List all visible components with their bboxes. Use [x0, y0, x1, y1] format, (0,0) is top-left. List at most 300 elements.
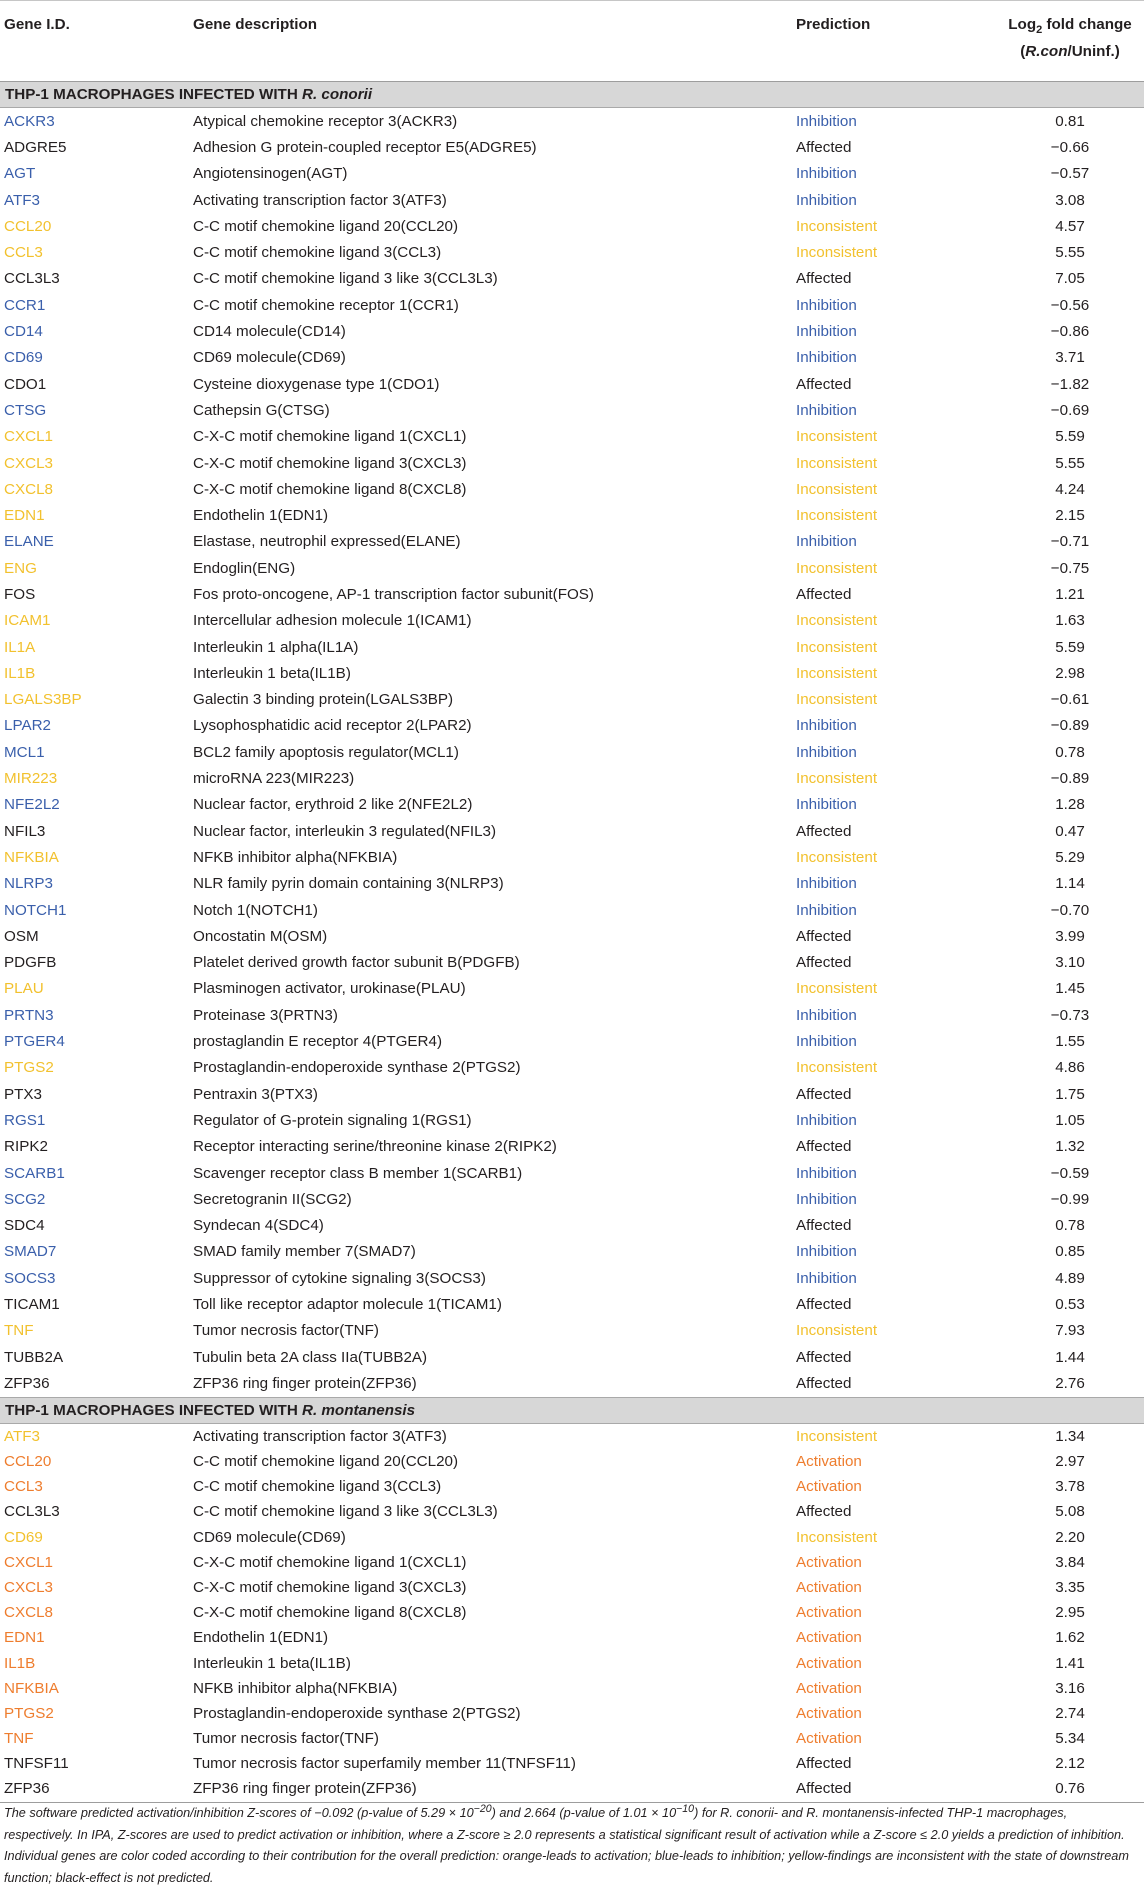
section-title-montanensis: THP-1 MACROPHAGES INFECTED WITH R. montanensis — [0, 1397, 1144, 1423]
fold-change-cell: 5.34 — [1055, 1730, 1085, 1748]
table-row — [0, 108, 1144, 135]
fold-change-cell: −0.61 — [1050, 691, 1090, 709]
table-row — [0, 1650, 1144, 1675]
header-log-subscript: 2 — [1036, 24, 1043, 37]
gene-id-cell: PTGS2 — [4, 1704, 54, 1722]
table-row — [0, 660, 1144, 686]
gene-description-cell: Interleukin 1 alpha(IL1A) — [193, 638, 359, 656]
fold-change-cell: 2.15 — [1055, 507, 1085, 525]
table-row — [0, 1423, 1144, 1449]
gene-description-cell: Tumor necrosis factor(TNF) — [193, 1322, 379, 1340]
gene-id-cell: SOCS3 — [4, 1269, 56, 1287]
fold-change-cell: −0.75 — [1050, 559, 1090, 577]
gene-description-cell: Galectin 3 binding protein(LGALS3BP) — [193, 691, 454, 709]
gene-description-cell: ZFP36 ring finger protein(ZFP36) — [188, 1776, 792, 1802]
table-row — [0, 581, 1144, 607]
gene-description-cell: Nuclear factor, erythroid 2 like 2(NFE2L2) — [193, 796, 473, 814]
gene-description-cell: C-X-C motif chemokine ligand 1(CXCL1) — [193, 1553, 467, 1571]
gene-id-cell: IL1B — [4, 1654, 36, 1672]
gene-id-cell: PDGFB — [4, 954, 57, 972]
fold-change-cell: 1.45 — [1055, 980, 1085, 998]
prediction-cell: Inconsistent — [796, 612, 878, 630]
fold-change-cell: −0.86 — [1050, 323, 1090, 341]
table-row — [0, 1625, 1144, 1650]
fold-change-cell: 5.59 — [1055, 428, 1085, 446]
gene-description-cell: C-X-C motif chemokine ligand 3(CXCL3) — [193, 454, 467, 472]
fold-change-cell: 7.05 — [1055, 270, 1085, 288]
gene-description-cell: Adhesion G protein-coupled receptor E5(ADGRE5) — [193, 138, 537, 156]
fold-change-cell: 2.76 — [1055, 1374, 1085, 1392]
gene-id-cell: CD69 — [4, 349, 43, 367]
gene-description-cell: Syndecan 4(SDC4) — [193, 1217, 324, 1235]
gene-id-cell: PTGS2 — [4, 1059, 54, 1077]
fold-change-cell: 3.84 — [1055, 1553, 1085, 1571]
gene-description-cell: C-C motif chemokine ligand 3(CCL3) — [193, 244, 442, 262]
gene-id-cell: EDN1 — [4, 1629, 45, 1647]
gene-description-cell: Suppressor of cytokine signaling 3(SOCS3) — [193, 1269, 486, 1287]
fold-change-cell: 5.55 — [1055, 244, 1085, 262]
prediction-cell: Inhibition — [796, 401, 857, 419]
gene-id-cell: LPAR2 — [4, 717, 51, 735]
fold-change-cell: 0.78 — [1055, 743, 1085, 761]
gene-id-cell: CXCL1 — [4, 428, 53, 446]
fold-change-cell: 1.62 — [1055, 1629, 1085, 1647]
fold-change-cell: −0.59 — [1050, 1164, 1090, 1182]
gene-description-cell: CD69 molecule(CD69) — [193, 1528, 346, 1546]
gene-description-cell: C-X-C motif chemokine ligand 1(CXCL1) — [193, 428, 467, 446]
gene-id-cell: CXCL3 — [4, 1578, 53, 1596]
fold-change-cell: 3.16 — [1055, 1679, 1085, 1697]
gene-description-cell: Toll like receptor adaptor molecule 1(TICAM1) — [193, 1296, 502, 1313]
table-row — [0, 844, 1144, 870]
gene-id-cell: AGT — [4, 165, 36, 183]
prediction-cell: Inhibition — [796, 796, 857, 814]
table-row — [0, 1600, 1144, 1625]
fold-change-cell: 2.74 — [1055, 1704, 1085, 1722]
gene-id-cell: CXCL8 — [4, 1604, 53, 1622]
gene-description-cell: microRNA 223(MIR223) — [193, 770, 355, 788]
prediction-cell: Inhibition — [796, 165, 857, 183]
fold-change-cell: 1.63 — [1055, 612, 1085, 630]
table-row — [0, 161, 1144, 187]
gene-description-cell: C-C motif chemokine ligand 3(CCL3) — [193, 1478, 442, 1496]
gene-id-cell: NFKBIA — [4, 848, 59, 866]
prediction-cell: Affected — [796, 270, 852, 288]
fold-change-cell: 4.24 — [1055, 480, 1085, 498]
prediction-cell: Inhibition — [796, 533, 857, 551]
fold-change-cell: −1.82 — [1050, 375, 1090, 393]
section-montanensis — [0, 1397, 1144, 1802]
gene-id-cell: NFIL3 — [4, 822, 46, 840]
prediction-cell: Inconsistent — [796, 507, 878, 525]
table-row — [0, 213, 1144, 239]
prediction-cell: Activation — [796, 1553, 862, 1571]
table-row — [0, 266, 1144, 292]
gene-id-cell: CD69 — [4, 1528, 43, 1546]
table-row — [0, 1751, 1144, 1776]
prediction-cell: Affected — [796, 1348, 852, 1366]
gene-description-cell: Tumor necrosis factor superfamily member 11(TNFSF11) — [193, 1755, 576, 1773]
gene-description-cell: Proteinase 3(PRTN3) — [193, 1006, 338, 1024]
gene-description-cell: Lysophosphatidic acid receptor 2(LPAR2) — [193, 717, 472, 735]
table-row — [0, 371, 1144, 397]
table-row — [0, 871, 1144, 897]
prediction-cell: Inhibition — [796, 901, 857, 919]
gene-description-cell: Platelet derived growth factor subunit B(PDGFB) — [193, 954, 520, 972]
table-row — [0, 1212, 1144, 1238]
fold-change-cell: 1.32 — [1055, 1138, 1085, 1156]
fold-change-cell: 7.93 — [1055, 1322, 1085, 1340]
gene-description-cell: BCL2 family apoptosis regulator(MCL1) — [193, 743, 459, 761]
gene-id-cell: RIPK2 — [4, 1138, 48, 1156]
prediction-cell: Inhibition — [796, 875, 857, 893]
table-row — [0, 739, 1144, 765]
prediction-cell: Inconsistent — [796, 770, 878, 788]
prediction-cell: Activation — [796, 1478, 862, 1496]
prediction-cell: Inconsistent — [796, 691, 878, 709]
gene-id-cell: CCR1 — [4, 296, 46, 314]
fold-change-cell: 3.35 — [1055, 1578, 1085, 1596]
fold-change-cell: 2.98 — [1055, 664, 1085, 682]
fold-change-cell: −0.70 — [1050, 901, 1090, 919]
gene-description-cell: C-X-C motif chemokine ligand 8(CXCL8) — [193, 480, 467, 498]
header-log2-fold-change — [996, 1, 1144, 82]
gene-description-cell: C-C motif chemokine ligand 3 like 3(CCL3L3) — [193, 1503, 498, 1521]
gene-description-cell: Oncostatin M(OSM) — [193, 927, 328, 945]
gene-description-cell: Prostaglandin-endoperoxide synthase 2(PTGS2) — [193, 1059, 521, 1077]
table-row — [0, 502, 1144, 528]
prediction-cell: Inhibition — [796, 1269, 857, 1287]
table-row — [0, 1081, 1144, 1107]
gene-id-cell: TUBB2A — [4, 1348, 64, 1366]
fold-change-cell: 5.55 — [1055, 454, 1085, 472]
prediction-cell: Affected — [796, 927, 852, 945]
prediction-cell: Inhibition — [796, 717, 857, 735]
gene-description-cell: Scavenger receptor class B member 1(SCARB1) — [193, 1164, 523, 1182]
prediction-cell: Inconsistent — [796, 1528, 878, 1546]
prediction-cell: Inconsistent — [796, 428, 878, 446]
fold-change-cell: 3.10 — [1055, 954, 1085, 972]
gene-description-cell: Plasminogen activator, urokinase(PLAU) — [193, 980, 466, 998]
fold-change-cell: −0.99 — [1050, 1190, 1090, 1208]
fold-change-cell: −0.69 — [1050, 401, 1090, 419]
table-row — [0, 687, 1144, 713]
fold-change-cell: 0.47 — [1055, 822, 1085, 840]
gene-id-cell: PTX3 — [4, 1085, 42, 1103]
fold-change-cell: 3.71 — [1055, 349, 1085, 367]
gene-id-cell: CCL20 — [4, 217, 52, 235]
gene-description-cell: C-C motif chemokine ligand 3 like 3(CCL3L3) — [193, 270, 498, 288]
gene-description-cell: Endoglin(ENG) — [193, 559, 296, 577]
table-row — [0, 765, 1144, 791]
table-row — [0, 1344, 1144, 1370]
section-header-conorii — [0, 82, 1144, 108]
fold-change-cell: 0.85 — [1055, 1243, 1085, 1261]
prediction-cell: Activation — [796, 1730, 862, 1748]
gene-description-cell: Pentraxin 3(PTX3) — [193, 1085, 318, 1103]
gene-description-cell: Nuclear factor, interleukin 3 regulated(NFIL3) — [193, 822, 497, 840]
table-row — [0, 1160, 1144, 1186]
gene-description-cell: Endothelin 1(EDN1) — [193, 507, 329, 525]
gene-description-cell: Intercellular adhesion molecule 1(ICAM1) — [193, 612, 472, 630]
gene-id-cell: ZFP36 — [4, 1374, 50, 1392]
fold-change-cell: 1.55 — [1055, 1033, 1085, 1051]
prediction-cell: Inhibition — [796, 323, 857, 341]
prediction-cell: Inhibition — [796, 112, 857, 130]
table-row — [0, 318, 1144, 344]
table-row — [0, 1550, 1144, 1575]
table-row — [0, 134, 1144, 160]
gene-id-cell: OSM — [4, 927, 39, 945]
gene-description-cell: Angiotensinogen(AGT) — [193, 165, 348, 183]
table-row — [0, 1055, 1144, 1081]
gene-id-cell: ADGRE5 — [4, 138, 67, 156]
prediction-cell: Affected — [796, 1085, 852, 1103]
gene-description-cell: Interleukin 1 beta(IL1B) — [193, 664, 351, 682]
gene-id-cell: NLRP3 — [4, 875, 53, 893]
gene-id-cell: SCARB1 — [4, 1164, 65, 1182]
fold-change-cell: 1.21 — [1055, 585, 1085, 603]
prediction-cell: Affected — [796, 585, 852, 603]
gene-id-cell: SDC4 — [4, 1217, 45, 1235]
gene-id-cell: ATF3 — [4, 191, 41, 209]
fold-change-cell: 2.95 — [1055, 1604, 1085, 1622]
gene-id-cell: ENG — [4, 559, 37, 577]
prediction-cell: Inhibition — [796, 1006, 857, 1024]
gene-id-cell: CCL3 — [4, 1478, 43, 1496]
prediction-cell: Inhibition — [796, 1164, 857, 1182]
fold-change-cell: −0.71 — [1050, 533, 1090, 551]
fold-change-cell: 0.78 — [1055, 1217, 1085, 1235]
fold-change-cell: 1.34 — [1055, 1427, 1085, 1445]
prediction-cell: Affected — [796, 822, 852, 840]
gene-id-cell: LGALS3BP — [4, 691, 82, 709]
gene-id-cell: EDN1 — [4, 507, 45, 525]
fold-change-cell: −0.89 — [1050, 770, 1090, 788]
section-title-conorii: THP-1 MACROPHAGES INFECTED WITH R. conorii — [0, 82, 1144, 108]
fold-change-cell: 3.08 — [1055, 191, 1085, 209]
table-row — [0, 555, 1144, 581]
table-row — [0, 1701, 1144, 1726]
gene-description-cell: Activating transcription factor 3(ATF3) — [193, 191, 447, 209]
prediction-cell: Inconsistent — [796, 980, 878, 998]
table-row — [0, 1524, 1144, 1549]
prediction-cell: Inhibition — [796, 743, 857, 761]
prediction-cell: Inconsistent — [796, 454, 878, 472]
table-footnote: The software predicted activation/inhibition Z-scores of −0.092 (p-value of $5.29 \times 10^{-20}$) and 2.664 (p-value of $1.01 \times 10^{-10}$) for R. conorii- and R. montanensis-infected THP-1 macrophages, respectively. In IPA, Z-scores are used to predict activation or inhibition, where a Z-score ≥ 2.0 represents a statistical significant result of activation while a Z-score ≤ 2.0 yields a prediction of inhibition. Individual genes are color coded according to their contribution for the overall prediction: orange-leads to activation; blue-leads to inhibition; yellow-findings are inconsistent with the state of downstream function; black-effect is not predicted. — [4, 1803, 1129, 1885]
table-row — [0, 397, 1144, 423]
fold-change-cell: 0.76 — [996, 1776, 1144, 1802]
table-row — [0, 713, 1144, 739]
gene-id-cell: CD14 — [4, 323, 43, 341]
gene-id-cell: CCL3 — [4, 244, 43, 262]
table-row — [0, 1318, 1144, 1344]
prediction-cell: Activation — [796, 1629, 862, 1647]
header-log-prefix: Log — [1008, 16, 1037, 33]
prediction-cell: Affected — [796, 1296, 852, 1313]
gene-description-cell: NFKB inhibitor alpha(NFKBIA) — [193, 848, 398, 866]
gene-description-cell: Endothelin 1(EDN1) — [193, 1629, 329, 1647]
fold-change-cell: −0.66 — [1050, 138, 1090, 156]
gene-id-cell: ATF3 — [4, 1427, 41, 1445]
gene-description-cell: Activating transcription factor 3(ATF3) — [193, 1427, 447, 1445]
prediction-cell: Inhibition — [796, 1243, 857, 1261]
prediction-cell: Inhibition — [796, 1190, 857, 1208]
table-row — [0, 1134, 1144, 1160]
fold-change-cell: 1.75 — [1055, 1085, 1085, 1103]
gene-id-cell: TNF — [4, 1730, 34, 1748]
gene-description-cell: NFKB inhibitor alpha(NFKBIA) — [193, 1679, 398, 1697]
section-conorii — [0, 82, 1144, 1398]
fold-change-cell: −0.56 — [1050, 296, 1090, 314]
prediction-cell: Affected — [796, 375, 852, 393]
prediction-cell: Affected — [796, 954, 852, 972]
gene-description-cell: Elastase, neutrophil expressed(ELANE) — [193, 533, 461, 551]
prediction-cell: Affected — [796, 138, 852, 156]
prediction-cell: Activation — [796, 1604, 862, 1622]
table-row — [0, 608, 1144, 634]
table-row — [0, 424, 1144, 450]
fold-change-cell: 5.59 — [1055, 638, 1085, 656]
gene-id-cell: CCL3L3 — [4, 1503, 60, 1521]
gene-description-cell: Receptor interacting serine/threonine kinase 2(RIPK2) — [193, 1138, 557, 1156]
gene-description-cell: prostaglandin E receptor 4(PTGER4) — [193, 1033, 443, 1051]
gene-id-cell: PLAU — [4, 980, 44, 998]
prediction-cell: Activation — [796, 1578, 862, 1596]
table-row — [0, 529, 1144, 555]
table-row — [0, 1676, 1144, 1701]
gene-id-cell: ZFP36 — [0, 1776, 188, 1802]
fold-change-cell: −0.89 — [1050, 717, 1090, 735]
table-row — [0, 187, 1144, 213]
table-row — [0, 450, 1144, 476]
table-row — [0, 923, 1144, 949]
gene-description-cell: C-C motif chemokine ligand 20(CCL20) — [193, 217, 459, 235]
gene-id-cell: CTSG — [4, 401, 47, 419]
gene-description-cell: Prostaglandin-endoperoxide synthase 2(PTGS2) — [193, 1704, 521, 1722]
prediction-cell: Affected — [796, 1217, 852, 1235]
fold-change-cell: 4.86 — [1055, 1059, 1085, 1077]
table-row — [0, 1107, 1144, 1133]
table-row — [0, 950, 1144, 976]
prediction-cell: Inhibition — [796, 1033, 857, 1051]
fold-change-cell: 3.99 — [1055, 927, 1085, 945]
fold-change-cell: 1.14 — [1055, 875, 1085, 893]
table-row — [0, 1726, 1144, 1751]
gene-description-cell: C-X-C motif chemokine ligand 8(CXCL8) — [193, 1604, 467, 1622]
gene-description-cell: Regulator of G-protein signaling 1(RGS1) — [193, 1111, 472, 1129]
fold-change-cell: 0.81 — [1055, 112, 1085, 130]
prediction-cell: Affected — [796, 1138, 852, 1156]
prediction-cell: Inhibition — [796, 191, 857, 209]
prediction-cell: Activation — [796, 1453, 862, 1471]
gene-description-cell: C-C motif chemokine receptor 1(CCR1) — [193, 296, 459, 314]
gene-description-cell: Cathepsin G(CTSG) — [193, 401, 330, 419]
gene-description-cell: C-X-C motif chemokine ligand 3(CXCL3) — [193, 1578, 467, 1596]
table-row — [0, 1474, 1144, 1499]
fold-change-cell: −0.57 — [1050, 165, 1090, 183]
fold-change-cell: 5.08 — [1055, 1503, 1085, 1521]
fold-change-cell: 1.44 — [1055, 1348, 1085, 1366]
prediction-cell: Inconsistent — [796, 1059, 878, 1077]
gene-description-cell: Interleukin 1 beta(IL1B) — [193, 1654, 351, 1672]
table-row — [0, 1239, 1144, 1265]
prediction-cell: Inconsistent — [796, 1427, 878, 1445]
table-row — [0, 1449, 1144, 1474]
table-row — [0, 1265, 1144, 1291]
gene-id-cell: CCL20 — [4, 1453, 52, 1471]
prediction-cell: Inconsistent — [796, 1322, 878, 1340]
prediction-cell: Inconsistent — [796, 217, 878, 235]
gene-description-cell: Secretogranin II(SCG2) — [193, 1190, 352, 1208]
gene-description-cell: Tubulin beta 2A class IIa(TUBB2A) — [193, 1348, 428, 1366]
fold-change-cell: −0.73 — [1050, 1006, 1090, 1024]
table-row — [0, 818, 1144, 844]
table-row — [0, 634, 1144, 660]
fold-change-cell: 4.89 — [1055, 1269, 1085, 1287]
gene-description-cell: NLR family pyrin domain containing 3(NLRP3) — [193, 875, 504, 893]
prediction-cell: Inhibition — [796, 349, 857, 367]
gene-description-cell: Tumor necrosis factor(TNF) — [193, 1730, 379, 1748]
gene-id-cell: PRTN3 — [4, 1006, 54, 1024]
gene-id-cell: CXCL1 — [4, 1553, 53, 1571]
prediction-cell: Affected — [796, 1374, 852, 1392]
gene-id-cell: CXCL8 — [4, 480, 53, 498]
section-header-montanensis — [0, 1397, 1144, 1423]
table-row — [0, 1028, 1144, 1054]
gene-id-cell: PTGER4 — [4, 1033, 65, 1051]
gene-id-cell: FOS — [4, 585, 36, 603]
table-row — [0, 1291, 1144, 1317]
prediction-cell: Activation — [796, 1704, 862, 1722]
table-row — [0, 1370, 1144, 1397]
prediction-cell: Inhibition — [796, 1111, 857, 1129]
gene-id-cell: MIR223 — [4, 770, 58, 788]
gene-id-cell: MCL1 — [4, 743, 45, 761]
fold-change-cell: 2.12 — [1055, 1755, 1085, 1773]
gene-id-cell: TNF — [4, 1322, 34, 1340]
gene-id-cell: RGS1 — [4, 1111, 46, 1129]
gene-id-cell: NFKBIA — [4, 1679, 59, 1697]
gene-description-cell: ZFP36 ring finger protein(ZFP36) — [193, 1374, 417, 1392]
gene-description-cell: Notch 1(NOTCH1) — [193, 901, 318, 919]
gene-id-cell: SCG2 — [4, 1190, 46, 1208]
prediction-cell: Activation — [796, 1654, 862, 1672]
gene-description-cell: Atypical chemokine receptor 3(ACKR3) — [193, 112, 458, 130]
gene-description-cell: CD14 molecule(CD14) — [193, 323, 346, 341]
prediction-cell: Affected — [796, 1755, 852, 1773]
fold-change-cell: 1.41 — [1055, 1654, 1085, 1672]
gene-id-cell: IL1B — [4, 664, 36, 682]
gene-description-cell: Cysteine dioxygenase type 1(CDO1) — [193, 375, 440, 393]
prediction-cell: Affected — [796, 1503, 852, 1521]
gene-id-cell: ACKR3 — [4, 112, 55, 130]
table-row — [0, 1002, 1144, 1028]
fold-change-cell: 5.29 — [1055, 848, 1085, 866]
header-gene-id: Gene I.D. — [0, 1, 188, 82]
prediction-cell: Inconsistent — [796, 664, 878, 682]
prediction-cell: Inconsistent — [796, 559, 878, 577]
gene-description-cell: Fos proto-oncogene, AP-1 transcription factor subunit(FOS) — [193, 585, 594, 603]
gene-id-cell: ICAM1 — [4, 612, 51, 630]
table-row — [0, 1575, 1144, 1600]
gene-id-cell: NFE2L2 — [4, 796, 60, 814]
table-row — [0, 239, 1144, 265]
prediction-cell: Inconsistent — [796, 480, 878, 498]
prediction-cell: Inhibition — [796, 296, 857, 314]
header-row — [0, 1, 1144, 82]
header-ratio: (R.con/Uninf.) — [1020, 43, 1120, 61]
